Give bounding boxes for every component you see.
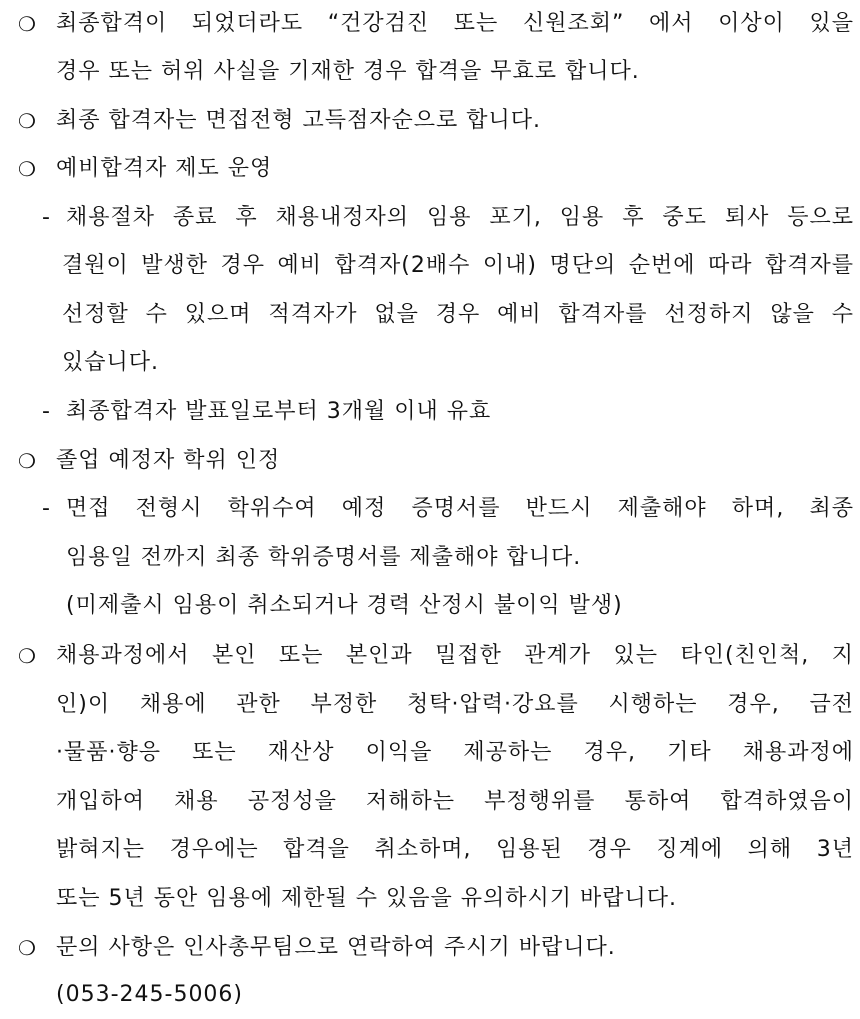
dash-marker: - — [42, 205, 51, 230]
section-3-line-1: 예비합격자 제도 운영 — [56, 156, 273, 181]
section-5-line-1: 채용과정에서 본인 또는 본인과 밀접한 관계가 있는 타인(친인척, 지 — [56, 643, 854, 668]
bullet-icon: ❍ — [18, 157, 37, 181]
dash-marker: - — [42, 496, 51, 521]
section-5-line-2: 인)이 채용에 관한 부정한 청탁·압력·강요를 시행하는 경우, 금전 — [56, 692, 854, 717]
section-2-line-1: 최종 합격자는 면접전형 고득점자순으로 합니다. — [56, 108, 542, 133]
section-4-sub-1-line-2: 임용일 전까지 최종 학위증명서를 제출해야 합니다. — [66, 545, 582, 570]
section-6-line-1: 문의 사항은 인사총무팀으로 연락하여 주시기 바랍니다. — [56, 935, 616, 960]
dash-marker: - — [42, 399, 51, 424]
bullet-icon: ❍ — [18, 12, 37, 36]
bullet-icon: ❍ — [18, 644, 37, 668]
section-5-line-5: 밝혀지는 경우에는 합격을 취소하며, 임용된 경우 징계에 의해 3년 — [56, 837, 854, 862]
section-1-line-2: 경우 또는 허위 사실을 기재한 경우 합격을 무효로 합니다. — [56, 59, 640, 84]
bullet-icon: ❍ — [18, 109, 37, 133]
bullet-icon: ❍ — [18, 936, 37, 960]
section-4-sub-1-line-1: 면접 전형시 학위수여 예정 증명서를 반드시 제출해야 하며, 최종 — [66, 496, 854, 521]
section-5-line-3: ·물품·향응 또는 재산상 이익을 제공하는 경우, 기타 채용과정에 — [56, 740, 854, 765]
section-4-sub-1-line-3: (미제출시 임용이 취소되거나 경력 산정시 불이익 발생) — [66, 593, 623, 618]
section-4-line-1: 졸업 예정자 학위 인정 — [56, 448, 281, 473]
section-3-sub-2-line-1: 최종합격자 발표일로부터 3개월 이내 유효 — [66, 399, 492, 424]
section-3-sub-1-line-2: 결원이 발생한 경우 예비 합격자(2배수 이내) 명단의 순번에 따라 합격자를 — [62, 253, 854, 278]
section-3-sub-1-line-1: 채용절차 종료 후 채용내정자의 임용 포기, 임용 후 중도 퇴사 등으로 — [66, 205, 854, 230]
section-5-line-6: 또는 5년 동안 임용에 제한될 수 있음을 유의하시기 바랍니다. — [56, 886, 677, 911]
bullet-icon: ❍ — [18, 449, 37, 473]
section-5-line-4: 개입하여 채용 공정성을 저해하는 부정행위를 통하여 합격하였음이 — [56, 789, 854, 814]
contact-phone: (053-245-5006) — [56, 982, 244, 1007]
section-3-sub-1-line-3: 선정할 수 있으며 적격자가 없을 경우 예비 합격자를 선정하지 않을 수 — [62, 302, 854, 327]
section-1-line-1: 최종합격이 되었더라도 “건강검진 또는 신원조회” 에서 이상이 있을 — [56, 11, 854, 36]
section-3-sub-1-line-4: 있습니다. — [62, 350, 160, 375]
